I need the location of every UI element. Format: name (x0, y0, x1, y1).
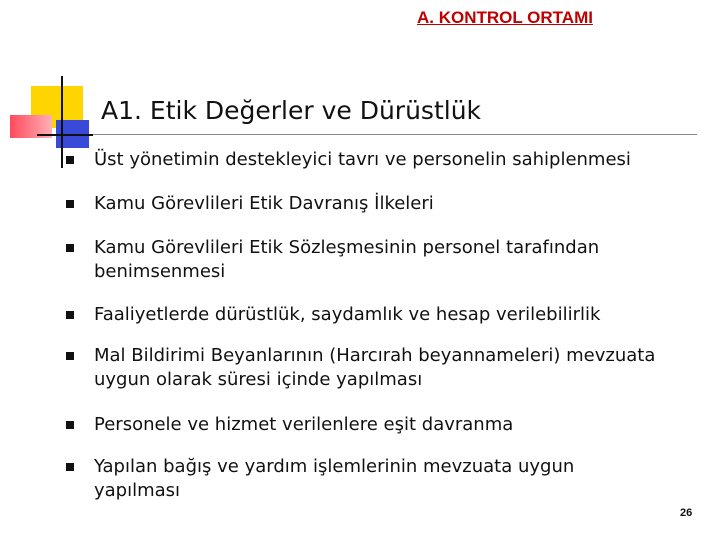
bullet-text: Kamu Görevlileri Etik Sözleşmesinin personel tarafından benimsenmesi (94, 237, 600, 282)
square-bullet-icon (66, 352, 74, 360)
bullet-item (66, 148, 666, 172)
bullet-text: Kamu Görevlileri Etik Davranış İlkeleri (94, 193, 434, 214)
bullet-text: Personele ve hizmet verilenlere eşit davranma (94, 414, 514, 435)
bullet-item (66, 344, 666, 392)
bullet-item (66, 236, 666, 284)
decor-vertical-line (61, 76, 63, 168)
title-underline (37, 134, 697, 135)
section-header: A. KONTROL ORTAMI (417, 8, 593, 27)
square-bullet-icon (66, 244, 74, 252)
bullet-text: Mal Bildirimi Beyanlarının (Harcırah beyannameleri) mevzuata uygun olarak süresi içinde yapılması (94, 345, 656, 390)
bullet-item (66, 455, 666, 503)
bullet-text: Yapılan bağış ve yardım işlemlerinin mevzuata uygun yapılması (94, 456, 575, 501)
page-number: 26 (680, 507, 693, 519)
square-bullet-icon (66, 200, 74, 208)
bullet-item (66, 192, 666, 216)
bullet-item (66, 413, 666, 437)
bullet-text: Faaliyetlerde dürüstlük, saydamlık ve hesap verilebilirlik (94, 304, 601, 325)
decor-horizontal-line (37, 134, 93, 136)
square-bullet-icon (66, 421, 74, 429)
bullet-item (66, 303, 666, 327)
square-bullet-icon (66, 156, 74, 164)
square-bullet-icon (66, 463, 74, 471)
bullet-text: Üst yönetimin destekleyici tavrı ve personelin sahiplenmesi (94, 149, 631, 170)
slide-title: A1. Etik Değerler ve Dürüstlük (101, 96, 482, 125)
square-bullet-icon (66, 311, 74, 319)
